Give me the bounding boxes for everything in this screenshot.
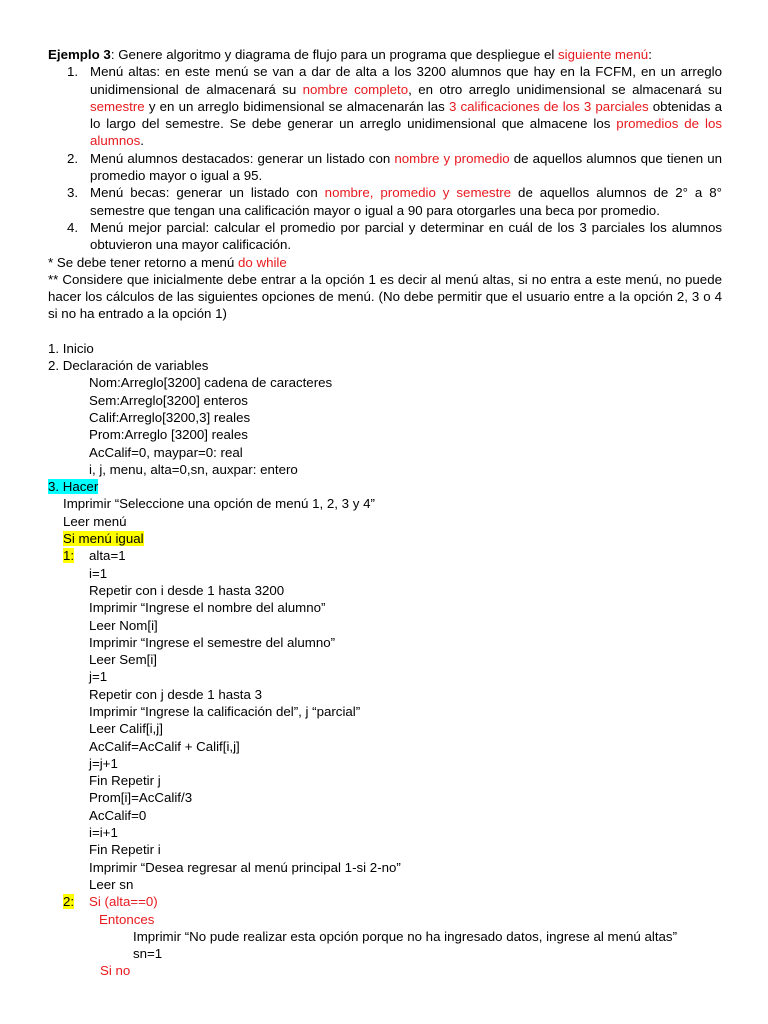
requirement-highlight: nombre y promedio bbox=[394, 150, 510, 166]
option-1-line: Repetir con j desde 1 hasta 3 bbox=[89, 686, 262, 702]
option-1-line: AcCalif=0 bbox=[89, 807, 147, 823]
step-hacer: 3. Hacer bbox=[48, 479, 99, 495]
then-line-item: Imprimir “No pude realizar esta opción porque no ha ingresado datos, ingrese al menú altas” bbox=[133, 928, 677, 944]
print-menu-line: Imprimir “Seleccione una opción de menú 1, 2, 3 y 4” bbox=[63, 496, 375, 512]
requirement-number: 2. bbox=[67, 150, 79, 166]
option-1-line: Fin Repetir j bbox=[89, 773, 161, 789]
requirement-item bbox=[48, 219, 722, 254]
example-intro: : Genere algoritmo y diagrama de flujo para un programa que despliegue el bbox=[110, 47, 559, 62]
requirement-item bbox=[48, 150, 722, 185]
requirement-item bbox=[48, 184, 722, 219]
requirement-text: . bbox=[140, 133, 144, 149]
option-1-line: Leer Sem[i] bbox=[89, 652, 157, 668]
option-1-line: j=j+1 bbox=[89, 755, 118, 771]
option-2-label: 2: bbox=[63, 894, 75, 910]
option-1-line: Imprimir “Ingrese la calificación del”, j “parcial” bbox=[89, 703, 361, 719]
requirement-highlight: 3 calificaciones de los 3 parciales bbox=[448, 98, 649, 114]
note-do-while bbox=[48, 254, 722, 271]
option-1-line: Repetir con i desde 1 hasta 3200 bbox=[89, 582, 285, 598]
requirement-text: de aquellos alumnos que tienen un promedio mayor o igual a 95. bbox=[90, 150, 722, 184]
if-menu-line: Si menú igual bbox=[63, 531, 144, 547]
option-1-header bbox=[48, 547, 722, 564]
option-1-line: Prom[i]=AcCalif/3 bbox=[89, 790, 193, 806]
example-label: Ejemplo 3 bbox=[48, 47, 111, 62]
step-inicio: 1. Inicio bbox=[48, 340, 94, 356]
option-2-condition: Si (alta==0) bbox=[89, 894, 158, 910]
option-1-line: Imprimir “Desea regresar al menú principal 1-si 2-no” bbox=[89, 859, 401, 875]
option-1-line: j=1 bbox=[89, 669, 108, 685]
option-2-header bbox=[48, 893, 722, 910]
requirement-highlight: nombre completo bbox=[302, 81, 409, 97]
requirement-number: 4. bbox=[67, 219, 79, 235]
declaration-line: i, j, menu, alta=0,sn, auxpar: entero bbox=[89, 461, 298, 477]
requirement-text: de aquellos alumnos de 2° a 8° semestre que tengan una calificación mayor o igual a 90 para otorgarles una beca por promedio. bbox=[90, 185, 722, 218]
requirement-highlight: promedios de los alumnos bbox=[90, 116, 722, 149]
option-1-block bbox=[48, 565, 722, 894]
requirement-text: Menú alumnos destacados: generar un listado con bbox=[90, 150, 395, 166]
option-1-line: Leer sn bbox=[89, 876, 134, 892]
requirement-text: Menú becas: generar un listado con bbox=[90, 185, 325, 201]
then-line-item: sn=1 bbox=[133, 946, 163, 962]
requirement-number: 3. bbox=[67, 185, 79, 201]
example-intro-highlight: siguiente menú bbox=[558, 47, 649, 62]
declaration-line: Calif:Arreglo[3200,3] reales bbox=[89, 409, 251, 425]
option-1-line: Leer Calif[i,j] bbox=[89, 721, 163, 737]
option-1-line: Imprimir “Ingrese el semestre del alumno” bbox=[89, 634, 336, 650]
requirement-text: obtenidas a lo largo del semestre. Se debe generar un arreglo unidimensional que almacene los bbox=[90, 98, 723, 132]
option-1-line: Leer Nom[i] bbox=[89, 617, 158, 633]
requirements-list bbox=[48, 63, 722, 253]
note-do-while-highlight: do while bbox=[237, 254, 287, 270]
option-1-line: AcCalif=AcCalif + Calif[i,j] bbox=[89, 738, 240, 754]
option-1-line: Imprimir “Ingrese el nombre del alumno” bbox=[89, 600, 326, 616]
else-line: Si no bbox=[100, 963, 131, 979]
requirement-number: 1. bbox=[67, 64, 79, 80]
option-1-line: i=1 bbox=[89, 565, 108, 581]
requirement-text: Menú altas: en este menú se van a dar de alta a los 3200 alumnos que hay en la FCFM, en un arreglo unidimensional de almacenará su bbox=[90, 64, 722, 97]
note-do-while-text: * Se debe tener retorno a menú bbox=[48, 254, 238, 270]
option-1-line: i=i+1 bbox=[89, 825, 118, 841]
requirement-text: , en otro arreglo unidimensional se almacenará su bbox=[408, 81, 722, 97]
requirement-text: y en un arreglo bidimensional se almacenarán las bbox=[144, 98, 449, 114]
option-1-first-line: alta=1 bbox=[89, 548, 126, 564]
note-menu-order: ** Considere que inicialmente debe entrar a la opción 1 es decir al menú altas, si no entra a este menú, no puede hacer los cálculos de las siguientes opciones de menú. (No debe permitir que el usuario entre a la opción 2, 3 o 4 si no ha entrado a la opción 1) bbox=[48, 271, 722, 322]
example-intro-end: : bbox=[648, 47, 652, 62]
step-declaraciones: 2. Declaración de variables bbox=[48, 358, 209, 374]
requirement-highlight: nombre, promedio y semestre bbox=[324, 185, 512, 201]
declaration-line: Prom:Arreglo [3200] reales bbox=[89, 427, 248, 443]
read-menu-line: Leer menú bbox=[63, 513, 127, 529]
option-1-label: 1: bbox=[63, 548, 75, 564]
declaration-line: Nom:Arreglo[3200] cadena de caracteres bbox=[89, 375, 333, 391]
declarations-block bbox=[48, 374, 722, 478]
document-page bbox=[48, 46, 722, 980]
requirement-highlight: semestre bbox=[90, 98, 145, 114]
declaration-line: Sem:Arreglo[3200] enteros bbox=[89, 392, 248, 408]
requirement-item bbox=[48, 63, 722, 149]
option-1-line: Fin Repetir i bbox=[89, 842, 161, 858]
then-line: Entonces bbox=[99, 911, 155, 927]
declaration-line: AcCalif=0, maypar=0: real bbox=[89, 444, 243, 460]
requirement-text: Menú mejor parcial: calcular el promedio por parcial y determinar en cuál de los 3 parciales los alumnos obtuvieron una mayor calificación. bbox=[90, 219, 722, 253]
example-heading bbox=[48, 46, 722, 63]
then-block bbox=[48, 928, 722, 963]
